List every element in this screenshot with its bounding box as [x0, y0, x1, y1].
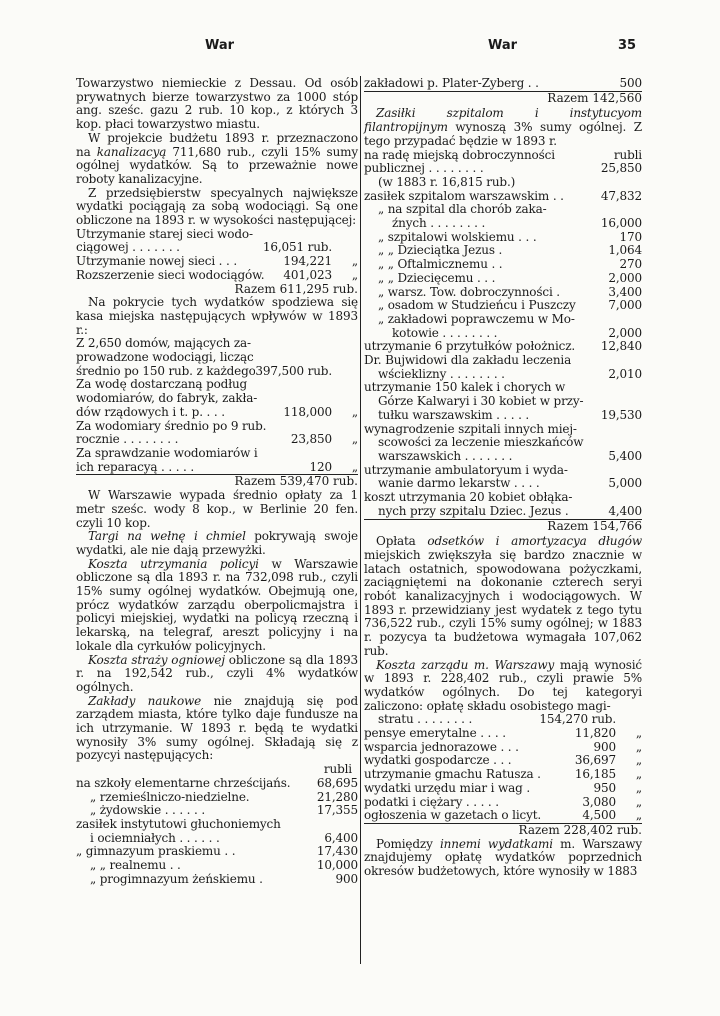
paragraph-sewerage: W projekcie budżetu 1893 r. przeznaczono na kanalizacyą 711,680 rub., czyli 15% sumy ogólnej wydatków. Są to przeważnie nowe roboty kanalizacyjne. — [76, 130, 359, 186]
row-label: wsparcia jednorazowe . . . — [364, 740, 519, 754]
row-label: wydatki gospodarcze . . . — [364, 754, 512, 768]
hospital-subsidies-total: Razem 154,766 — [547, 518, 642, 533]
row-label: publicznej . . . . . . . . — [364, 162, 484, 176]
table-row — [364, 491, 642, 505]
table-row — [364, 258, 642, 272]
table-row — [76, 433, 358, 447]
row-value: 16,051 rub. — [262, 240, 332, 255]
row-label: ich reparacyą . . . . . — [76, 460, 195, 474]
row-value: 5,000 — [608, 476, 642, 491]
row-label: Rozszerzenie sieci wodociągów. — [76, 268, 265, 282]
row-label: źnych . . . . . . . . — [392, 217, 486, 231]
table-row — [364, 713, 642, 727]
row-value: 4,400 — [608, 503, 642, 518]
row-value: 21,280 — [316, 789, 358, 804]
row-label: na radę miejską dobroczynności — [364, 148, 555, 162]
waterworks-revenue-table — [76, 337, 358, 474]
table-row — [76, 378, 358, 392]
row-value: 950 — [593, 780, 616, 795]
row-value: 68,695 — [316, 775, 358, 790]
table-row — [76, 804, 358, 818]
row-label: koszt utrzymania 20 kobiet obłąka- — [364, 491, 573, 505]
row-label: podatki i ciężary . . . . . — [364, 795, 499, 809]
row-label: wodomiarów, do fabryk, zakła- — [76, 392, 258, 406]
table-row — [364, 768, 642, 782]
table-row — [364, 313, 642, 327]
row-value: 2,000 — [608, 270, 642, 285]
table-row — [76, 791, 358, 805]
row-label: i ociemniałych . . . . . . — [90, 831, 220, 845]
row-value: 2,000 — [608, 325, 642, 340]
row-value: 4,500 — [582, 808, 616, 823]
column-divider — [360, 76, 361, 964]
row-label: zasiłek instytutowi głuchoniemych — [76, 817, 281, 831]
table-row — [364, 782, 642, 796]
table-row — [364, 423, 642, 437]
table-row — [364, 299, 642, 313]
row-value: 194,221 — [283, 254, 332, 269]
row-label: pensye emerytalne . . . . — [364, 727, 506, 741]
table-row — [76, 447, 358, 461]
row-value: 3,080 — [582, 794, 616, 809]
row-label: „ progimnazyum żeńskiemu . — [90, 872, 263, 886]
row-unit: „ — [635, 808, 642, 823]
table-row — [76, 365, 358, 379]
table-row — [364, 477, 642, 491]
row-value: 3,400 — [608, 284, 642, 299]
row-unit: „ — [635, 794, 642, 809]
paragraph-debt-service: Opłata odsetków i amortyzacya długów miejskich zwiększyła się bardzo znacznie w latach ostatnich, spowodowana pożyczkami, zaciągniętemi na dokonanie czterech seryi robót kanalizacyjnych i wodociągowych. W 1893 r. przewidziany jest wydatek z tego tytu 736,522 rub., czyli 15% sumy ogólnej; w 1883 r. pozycya ta budżetowa wymagała 107,062 rub. — [364, 534, 642, 658]
row-unit: „ — [635, 753, 642, 768]
row-value: 401,023 — [283, 267, 332, 282]
row-unit: „ — [351, 404, 358, 419]
table-row — [364, 272, 642, 286]
row-label: (w 1883 r. 16,815 rub.) — [378, 175, 516, 189]
table-row — [76, 337, 358, 351]
table-row — [364, 354, 642, 368]
table-row — [364, 727, 642, 741]
row-label: Za sprawdzanie wodomiarów i — [76, 446, 258, 460]
row-label: „ osadom w Studzieńcu i Puszczy — [378, 299, 576, 313]
row-label: wścieklizny . . . . . . . . — [378, 367, 505, 381]
row-value: 1,064 — [608, 243, 642, 258]
table-row — [76, 351, 358, 365]
table-row — [364, 409, 642, 423]
row-label: Za wodomiary średnio po 9 rub. — [76, 419, 267, 433]
administration-expense-total: Razem 228,402 rub. — [518, 822, 642, 837]
table-row — [364, 231, 642, 245]
row-label: „ gimnazyum praskiemu . . — [76, 845, 236, 859]
row-value: 17,355 — [316, 803, 358, 818]
administration-expense-table — [364, 713, 642, 824]
row-label: Utrzymanie nowej sieci . . . — [76, 255, 237, 269]
row-label: „ „ Dziecięcemu . . . — [378, 271, 496, 285]
table-row — [364, 149, 642, 163]
row-label: ciągowej . . . . . . . — [76, 241, 180, 255]
row-value: 10,000 — [316, 858, 358, 873]
row-label: „ „ realnemu . . — [90, 859, 181, 873]
table-row — [364, 436, 642, 450]
row-label: „ zakładowi poprawczemu w Mo- — [378, 312, 575, 326]
row-value: 900 — [335, 871, 358, 886]
row-label: na szkoły elementarne chrześcijańs. — [76, 776, 291, 790]
table-row — [76, 392, 358, 406]
table-row — [76, 228, 358, 242]
row-label: zasiłek szpitalom warszawskim . . — [364, 189, 564, 203]
table-row — [76, 859, 358, 873]
row-label: kotowie . . . . . . . . — [392, 326, 498, 340]
table-row — [364, 190, 642, 204]
paragraph-other-expenses: Pomiędzy innemi wydatkami m. Warszawy znajdujemy opłatę wydatków poprzednich okresów budżetowych, które wynosiły w 1883 — [364, 836, 642, 879]
row-unit: „ — [635, 726, 642, 741]
row-label: dów rządowych i t. p. . . . — [76, 405, 225, 419]
row-label: „ żydowskie . . . . . . — [90, 804, 206, 818]
row-label: wynagrodzenie szpitali innych miej- — [364, 422, 577, 436]
row-unit: „ — [351, 267, 358, 282]
row-value: 397,500 rub. — [255, 363, 332, 378]
row-label: rocznie . . . . . . . . — [76, 433, 179, 447]
row-label: scowości za leczenie mieszkańców — [378, 436, 584, 450]
table-row — [364, 327, 642, 341]
hospital-subsidies-table — [364, 149, 642, 520]
right-column — [364, 77, 642, 879]
row-label: „ rzemieślniczo-niedzielne. — [90, 790, 250, 804]
table-row — [364, 217, 642, 231]
row-label: prowadzone wodociągi, licząc — [76, 351, 254, 365]
page-number: 35 — [618, 38, 637, 53]
row-label: „ „ Oftalmicznemu . . — [378, 258, 503, 272]
table-row — [364, 286, 642, 300]
waterworks-expense-table — [76, 228, 358, 283]
row-value: 154,270 rub. — [539, 712, 616, 727]
row-unit: „ — [351, 254, 358, 269]
row-label: utrzymanie 150 kalek i chorych w — [364, 381, 566, 395]
row-label: nych przy szpitalu Dziec. Jezus . — [378, 504, 569, 518]
row-label: zakładowi p. Plater-Zyberg . . — [364, 77, 539, 90]
row-value: 118,000 — [283, 404, 332, 419]
row-value: 11,820 — [574, 726, 616, 741]
paragraph-markets: Targi na wełnę i chmiel pokrywają swoje wydatki, ale nie dają przewyżki. — [76, 529, 358, 557]
row-unit: „ — [351, 432, 358, 447]
table-row — [364, 464, 642, 478]
table-row — [364, 450, 642, 464]
row-label: Górze Kalwaryi i 30 kobiet w przy- — [378, 395, 584, 409]
paragraph-gas-society: Towarzystwo niemieckie z Dessau. Od osób prywatnych bierze towarzystwo za 1000 stóp ang. sześc. gazu 2 rub. 10 kop., z których 3 kop. płaci towarzystwo miastu. — [76, 76, 358, 132]
row-unit: „ — [635, 767, 642, 782]
row-value: 7,000 — [608, 298, 642, 313]
table-row — [76, 873, 358, 887]
row-value: 12,840 — [600, 339, 642, 354]
running-header-right: War — [488, 38, 518, 53]
table-row — [364, 244, 642, 258]
row-label: Utrzymanie starej sieci wodo- — [76, 227, 253, 241]
row-label: stratu . . . . . . . . — [378, 713, 473, 727]
table-row — [364, 381, 642, 395]
table-row — [364, 340, 642, 354]
row-value: 270 — [619, 257, 642, 272]
row-unit: „ — [635, 739, 642, 754]
row-value: 120 — [309, 459, 332, 474]
schools-continued-table — [364, 77, 642, 92]
row-label: ogłoszenia w gazetach o licyt. — [364, 809, 542, 823]
row-value: 19,530 — [600, 407, 642, 422]
paragraph-police: Koszta utrzymania policyi w Warszawie obliczone są dla 1893 r. na 732,098 rub., czyli 15% sumy ogólnej wydatków. Obejmują one, prócz wydatków zarządu oberpolicmajstra i policyi miejskiej, wydatki na policyą rzeczną i lekarską, na telegraf, areszt policyjny i na lokale dla cyrkułów policyjnych. — [76, 556, 358, 653]
table-row — [364, 176, 642, 190]
row-label: wanie darmo lekarstw . . . . — [378, 477, 540, 491]
table-row — [76, 461, 358, 475]
table-row — [76, 406, 358, 420]
row-label: Dr. Bujwidowi dla zakładu leczenia — [364, 354, 572, 368]
paragraph-revenue-intro: Na pokrycie tych wydatków spodziewa się kasa miejska następujących wpływów w 1893 r.: — [76, 295, 358, 337]
paragraph-schools: Zakłady naukowe nie znajdują się pod zarządem miasta, które tylko daje fundusze na ich utrzymanie. W 1893 r. będą te wydatki wynosiły 3% sumy ogólnej. Składają się z pozycyi następujących: — [76, 693, 358, 763]
row-label: „ warsz. Tow. dobroczynności . — [378, 285, 560, 299]
row-label: Z 2,650 domów, mających za- — [76, 337, 251, 351]
row-unit: „ — [635, 780, 642, 795]
row-value: 16,000 — [600, 216, 642, 231]
table-row — [76, 818, 358, 832]
row-value: 23,850 — [290, 432, 332, 447]
table-row — [76, 777, 358, 791]
row-label: „ szpitalowi wolskiemu . . . — [378, 230, 537, 244]
row-label: utrzymanie 6 przytułków położnicz. — [364, 340, 576, 354]
table-row — [364, 162, 642, 176]
table-row — [364, 796, 642, 810]
row-label: warszawskich . . . . . . . — [378, 449, 513, 463]
row-label: „ „ Dzieciątka Jezus . — [378, 244, 503, 258]
paragraph-water-price: W Warszawie wypada średnio opłaty za 1 metr sześc. wody 8 kop., w Berlinie 20 fen. czyli 10 kop. — [76, 488, 358, 530]
left-column — [76, 77, 358, 886]
row-value: 47,832 — [600, 188, 642, 203]
row-label: „ na szpital dla chorób zaka- — [378, 203, 547, 217]
table-row — [364, 505, 642, 520]
row-label: średnio po 150 rub. z każdego — [76, 364, 256, 378]
schools-expense-total: Razem 142,560 — [547, 90, 642, 105]
table-row — [76, 241, 358, 255]
waterworks-expense-total: Razem 611,295 rub. — [234, 281, 358, 296]
row-label: utrzymanie ambulatoryum i wyda- — [364, 463, 568, 477]
row-value: 6,400 — [324, 830, 358, 845]
table-row — [76, 269, 358, 283]
paragraph-fire-brigade: Koszta straży ogniowej obliczone są dla 1893 r. na 192,542 rub., czyli 4% wydatków ogólnych. — [76, 652, 358, 694]
table-row — [364, 754, 642, 768]
table-row — [76, 255, 358, 269]
schools-table-header: rubli — [323, 762, 352, 777]
running-header-left: War — [205, 38, 235, 53]
row-value: 2,010 — [608, 366, 642, 381]
row-value: 36,697 — [574, 753, 616, 768]
row-value: 25,850 — [600, 161, 642, 176]
table-row — [76, 420, 358, 434]
row-value: rubli — [613, 147, 642, 162]
waterworks-revenue-total: Razem 539,470 rub. — [76, 474, 358, 489]
paragraph-city-administration: Koszta zarządu m. Warszawy mają wynosić w 1893 r. 228,402 rub., czyli prawie 5% wydatków ogólnych. Do tej kategoryi zaliczono: opłatę składu osobistego magi- — [364, 657, 642, 713]
table-row — [76, 832, 358, 846]
table-row — [364, 741, 642, 755]
table-row — [364, 395, 642, 409]
table-row — [364, 77, 642, 92]
table-row — [364, 368, 642, 382]
row-value: 5,400 — [608, 448, 642, 463]
table-row — [364, 203, 642, 217]
row-label: tułku warszawskim . . . . . — [378, 408, 530, 422]
table-row — [76, 845, 358, 859]
row-value: 17,430 — [316, 844, 358, 859]
schools-expense-table — [76, 777, 358, 887]
row-value: 500 — [619, 76, 642, 90]
row-label: Za wodę dostarczaną podług — [76, 378, 248, 392]
row-label: wydatki urzędu miar i wag . — [364, 781, 531, 795]
paragraph-hospital-subsidies: Zasiłki szpitalom i instytucyom filantropijnym wynoszą 3% sumy ogólnej. Z tego przypadać będzie w 1893 r. — [364, 106, 642, 148]
paragraph-waterworks-intro: Z przedsiębierstw specyalnych największe wydatki pociągają za sobą wodociągi. Są one obliczone na 1893 r. w wysokości następującej: — [76, 185, 358, 228]
row-value: 900 — [593, 739, 616, 754]
table-row — [364, 809, 642, 824]
row-unit: „ — [351, 459, 358, 474]
row-value: 170 — [619, 229, 642, 244]
row-value: 16,185 — [574, 767, 616, 782]
row-label: utrzymanie gmachu Ratusza . — [364, 768, 541, 782]
